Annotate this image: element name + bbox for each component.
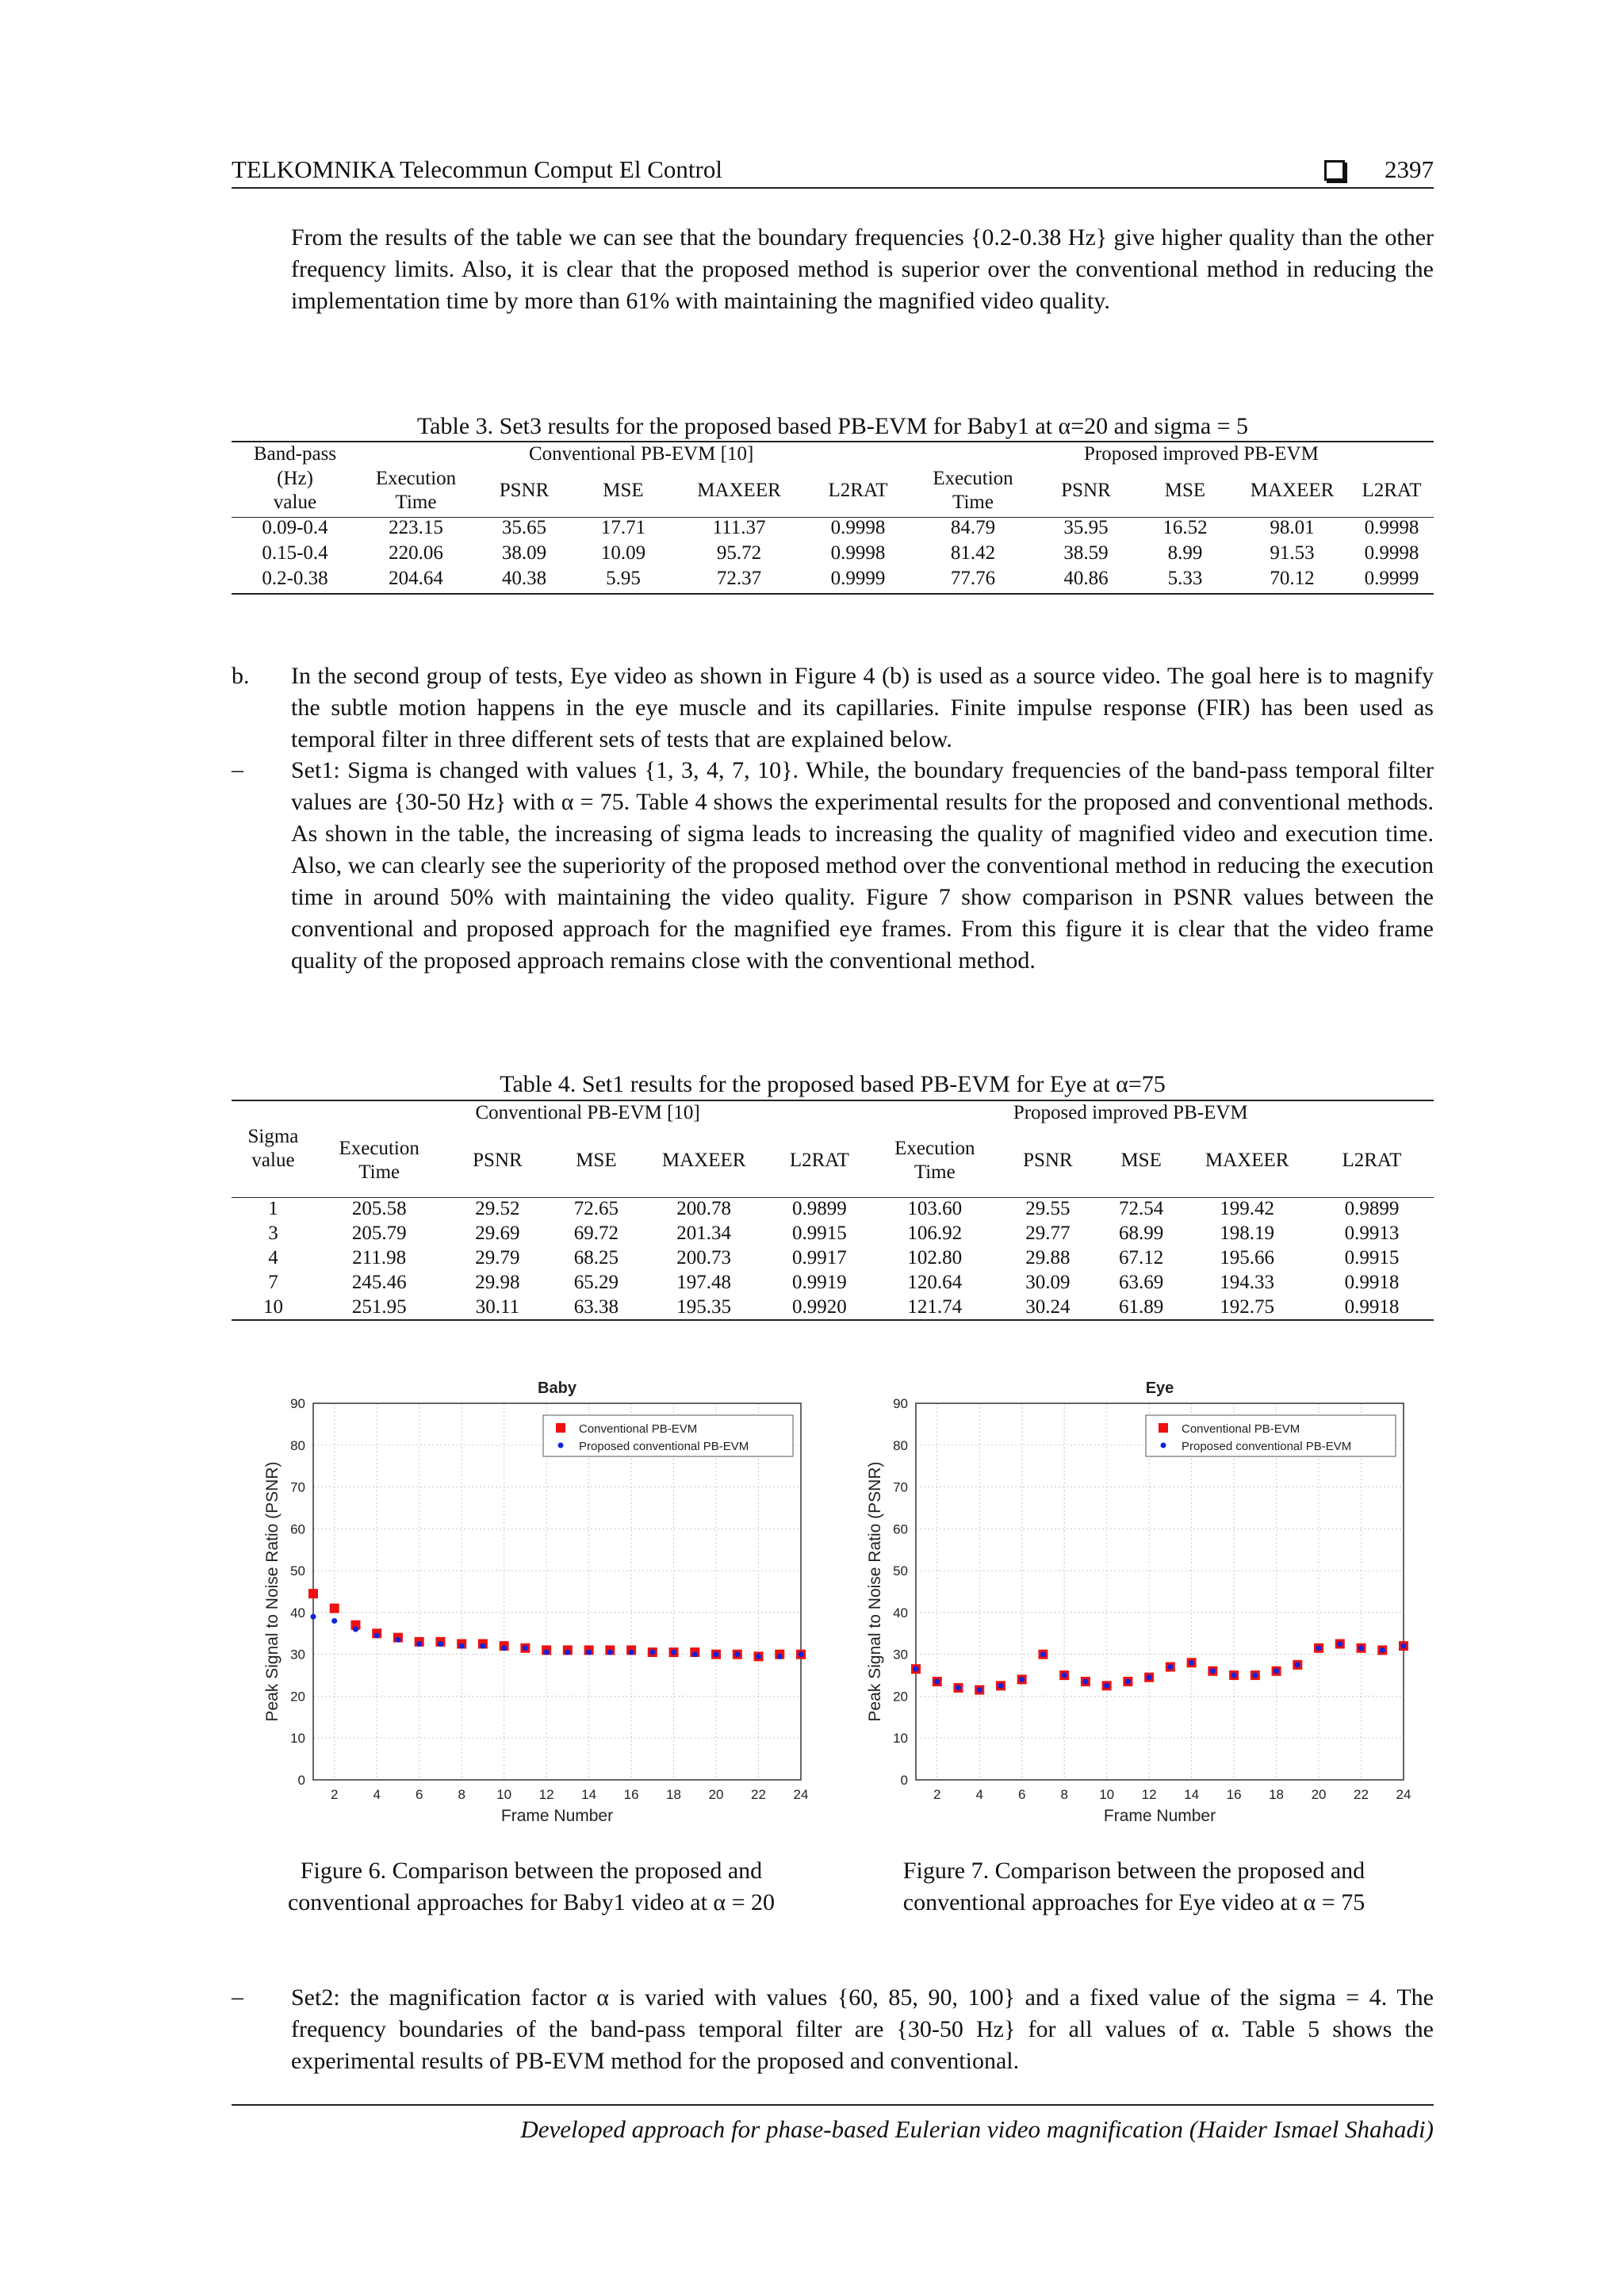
x-tick-label: 4 bbox=[975, 1787, 983, 1802]
table3-header-cell: Execution Time bbox=[933, 468, 1013, 513]
table3-header-cell: L2RAT bbox=[828, 480, 888, 501]
table-cell: 0.9998 bbox=[1364, 542, 1419, 564]
y-axis-label: Peak Signal to Noise Ratio (PSNR) bbox=[866, 1461, 884, 1722]
table-cell: 17.71 bbox=[600, 517, 646, 538]
x-tick-label: 12 bbox=[1141, 1787, 1157, 1802]
data-point-proposed bbox=[1231, 1673, 1237, 1678]
data-point-conventional bbox=[308, 1589, 318, 1598]
table-cell: 72.54 bbox=[1119, 1197, 1164, 1219]
y-tick-label: 60 bbox=[893, 1521, 908, 1537]
data-point-proposed bbox=[416, 1641, 422, 1647]
table-cell: 0.09-0.4 bbox=[262, 517, 328, 538]
table3-header-cell: MSE bbox=[1164, 480, 1206, 501]
data-point-proposed bbox=[374, 1632, 380, 1638]
data-point-proposed bbox=[1274, 1668, 1279, 1674]
table-cell: 0.9918 bbox=[1344, 1295, 1400, 1318]
table3-header-cell: MAXEER bbox=[697, 480, 781, 501]
table-cell: 0.9899 bbox=[1344, 1197, 1400, 1219]
table-cell: 38.59 bbox=[1063, 542, 1109, 564]
legend-marker-proposed bbox=[558, 1443, 564, 1448]
data-point-proposed bbox=[544, 1650, 550, 1655]
legend-marker-conventional bbox=[556, 1423, 565, 1433]
legend-marker-proposed bbox=[1161, 1443, 1166, 1448]
list-marker-dash: – bbox=[232, 1984, 243, 2010]
table-cell: 30.11 bbox=[475, 1295, 520, 1318]
x-tick-label: 20 bbox=[1311, 1787, 1327, 1802]
table4-header-cell: MAXEER bbox=[661, 1150, 746, 1171]
table-cell: 120.64 bbox=[907, 1271, 963, 1293]
table-cell: 195.66 bbox=[1220, 1246, 1275, 1269]
data-point-proposed bbox=[1380, 1647, 1385, 1653]
table4-header-cell: PSNR bbox=[1023, 1150, 1073, 1171]
y-tick-label: 60 bbox=[290, 1521, 305, 1537]
figure6-caption-line1: Figure 6. Comparison between the proposed and bbox=[300, 1858, 763, 1884]
data-point-proposed bbox=[1082, 1678, 1088, 1684]
table-cell: 35.95 bbox=[1063, 517, 1109, 538]
paragraph-set2: Set2: the magnification factor α is varied with values {60, 85, 90, 100} and a fixed value of the sigma = 4. The frequency boundaries of the band-pass temporal filter are {30-50 Hz} for all values of α. Table 5 shows the experimental results of PB-EVM method for the proposed and conventional. bbox=[291, 1984, 1434, 2074]
data-point-proposed bbox=[914, 1667, 919, 1672]
x-tick-label: 16 bbox=[623, 1787, 639, 1802]
table-row bbox=[232, 541, 1434, 566]
x-tick-label: 10 bbox=[496, 1787, 512, 1802]
data-point-proposed bbox=[1358, 1645, 1364, 1651]
table-cell: 0.9915 bbox=[791, 1222, 847, 1244]
data-point-proposed bbox=[1295, 1662, 1300, 1667]
y-tick-label: 10 bbox=[290, 1731, 305, 1747]
data-point-proposed bbox=[586, 1650, 592, 1655]
paragraph-eye-tests: In the second group of tests, Eye video as shown in Figure 4 (b) is used as a source video. The goal here is to magnify the subtle motion happens in the eye muscle and its capillaries. Finite impulse response (FIR) has been used as temporal filter in three different sets of tests that are explained below. bbox=[291, 663, 1434, 752]
table-cell: 29.77 bbox=[1025, 1222, 1071, 1244]
y-tick-label: 40 bbox=[290, 1605, 305, 1621]
running-footer bbox=[232, 2104, 1434, 2143]
table-cell: 0.9899 bbox=[791, 1197, 847, 1219]
table-cell: 29.98 bbox=[475, 1271, 520, 1293]
x-tick-label: 18 bbox=[1269, 1787, 1285, 1802]
data-point-proposed bbox=[714, 1651, 719, 1657]
table3-header-cell: (Hz) value bbox=[273, 468, 317, 513]
x-tick-label: 10 bbox=[1099, 1787, 1115, 1802]
table-cell: 61.89 bbox=[1119, 1295, 1164, 1318]
data-point-proposed bbox=[1316, 1645, 1322, 1651]
data-point-proposed bbox=[311, 1614, 316, 1620]
figure6-caption-line2: conventional approaches for Baby1 video at α = 20 bbox=[287, 1889, 776, 1915]
table3-group-proposed: Proposed improved PB-EVM bbox=[1084, 443, 1319, 465]
y-tick-label: 20 bbox=[290, 1689, 305, 1705]
x-tick-label: 24 bbox=[1396, 1787, 1411, 1802]
x-tick-label: 14 bbox=[1184, 1787, 1200, 1802]
x-axis-label: Frame Number bbox=[1103, 1807, 1216, 1825]
table-cell: 95.72 bbox=[716, 542, 762, 564]
y-tick-label: 50 bbox=[893, 1563, 908, 1579]
data-point-proposed bbox=[523, 1645, 528, 1651]
table-cell: 29.52 bbox=[475, 1197, 520, 1219]
table3-header-cell: L2RAT bbox=[1362, 480, 1422, 501]
data-point-proposed bbox=[1167, 1664, 1173, 1670]
data-point-proposed bbox=[331, 1618, 337, 1624]
x-tick-label: 12 bbox=[538, 1787, 554, 1802]
x-axis-label: Frame Number bbox=[500, 1807, 614, 1825]
data-point-proposed bbox=[629, 1650, 634, 1655]
x-tick-label: 18 bbox=[666, 1787, 682, 1802]
figure7-caption-line1: Figure 7. Comparison between the proposed and bbox=[902, 1858, 1365, 1884]
table-cell: 0.9919 bbox=[791, 1271, 847, 1293]
footer-title: Developed approach for phase-based Eulerian video magnification (Haider Ismael Shahadi) bbox=[520, 2115, 1434, 2143]
data-point-proposed bbox=[671, 1650, 676, 1655]
table-cell: 0.2-0.38 bbox=[262, 568, 328, 589]
table-cell: 8.99 bbox=[1167, 542, 1203, 564]
table-cell: 16.52 bbox=[1162, 517, 1208, 538]
data-point-proposed bbox=[1104, 1683, 1109, 1689]
y-tick-label: 70 bbox=[893, 1479, 908, 1495]
checkbox-square-icon bbox=[1324, 160, 1345, 181]
table4-header-cell: MAXEER bbox=[1205, 1150, 1289, 1171]
table-cell: 192.75 bbox=[1220, 1295, 1275, 1318]
running-header bbox=[232, 155, 1434, 189]
table-cell: 40.38 bbox=[501, 568, 547, 589]
data-point-proposed bbox=[353, 1627, 358, 1632]
figure7-caption-line2: conventional approaches for Eye video at α = 75 bbox=[902, 1889, 1365, 1915]
paragraph-set1: Set1: Sigma is changed with values {1, 3, 4, 7, 10}. While, the boundary frequencies of the band-pass temporal filter values are {30-50 Hz} with α = 75. Table 4 shows the experimental results for the proposed and conventional methods. As shown in the table, the increasing of sigma leads to increasing the quality of magnified video and execution time. Also, we can clearly see the superiority of the proposed method over the conventional method in reducing the execution time in around 50% with maintaining the video quality. Figure 7 show comparison in PSNR values between the conventional and proposed approach for the magnified eye frames. From this figure it is clear that the video frame quality of the proposed approach remains close with the conventional method. bbox=[291, 757, 1434, 974]
table-cell: 106.92 bbox=[907, 1222, 963, 1244]
table-cell: 70.12 bbox=[1270, 568, 1315, 589]
paragraph-table3-discussion: From the results of the table we can see that the boundary frequencies {0.2-0.38 Hz} give higher quality than the other frequency limits. Also, it is clear that the proposed method is superior over the conventional method in reducing the implementation time by more than 61% with maintaining the magnified video quality. bbox=[291, 224, 1434, 314]
data-point-proposed bbox=[501, 1645, 507, 1651]
table-cell: 251.95 bbox=[351, 1295, 407, 1318]
table4-header-cell: MSE bbox=[1120, 1150, 1162, 1171]
table-cell: 0.9998 bbox=[830, 517, 886, 538]
data-point-proposed bbox=[692, 1651, 698, 1657]
table4-header-cell: Execution Time bbox=[894, 1138, 975, 1183]
table3-group-conventional: Conventional PB-EVM [10] bbox=[529, 443, 754, 465]
y-tick-label: 70 bbox=[290, 1479, 305, 1495]
table3-header-cell: PSNR bbox=[499, 480, 550, 501]
table-cell: 35.65 bbox=[501, 517, 547, 538]
chart-title: Baby bbox=[538, 1380, 576, 1397]
data-point-proposed bbox=[1189, 1660, 1194, 1666]
y-tick-label: 30 bbox=[290, 1647, 305, 1663]
data-point-proposed bbox=[1210, 1668, 1216, 1674]
table3-header-cell: MAXEER bbox=[1250, 480, 1335, 501]
y-tick-label: 90 bbox=[290, 1396, 305, 1411]
y-tick-label: 50 bbox=[290, 1563, 305, 1579]
table-cell: 4 bbox=[268, 1246, 278, 1269]
table3-caption: Table 3. Set3 results for the proposed based PB-EVM for Baby1 at α=20 and sigma = 5 bbox=[416, 413, 1249, 439]
table4-header-cell: MSE bbox=[576, 1150, 617, 1171]
figure7-caption bbox=[841, 1855, 1427, 1919]
table-cell: 0.9918 bbox=[1344, 1271, 1400, 1293]
table-cell: 0.15-0.4 bbox=[262, 542, 328, 564]
table3-header-cell: Execution Time bbox=[375, 468, 457, 513]
table-cell: 98.01 bbox=[1270, 517, 1315, 538]
table-cell: 194.33 bbox=[1220, 1271, 1275, 1293]
table4-header-cell: Execution Time bbox=[339, 1138, 419, 1183]
table-cell: 0.9915 bbox=[1344, 1246, 1400, 1269]
x-tick-label: 4 bbox=[373, 1787, 381, 1802]
table-cell: 0.9913 bbox=[1344, 1222, 1400, 1244]
y-tick-label: 40 bbox=[893, 1605, 908, 1621]
x-tick-label: 8 bbox=[1060, 1787, 1068, 1802]
table-cell: 0.9999 bbox=[830, 568, 886, 589]
table-cell: 198.19 bbox=[1220, 1222, 1275, 1244]
data-point-proposed bbox=[734, 1651, 740, 1657]
table-cell: 69.72 bbox=[573, 1222, 619, 1244]
table-cell: 204.64 bbox=[389, 568, 443, 589]
x-tick-label: 14 bbox=[581, 1787, 597, 1802]
table-cell: 68.99 bbox=[1119, 1222, 1164, 1244]
table-cell: 30.24 bbox=[1025, 1295, 1071, 1318]
y-tick-label: 10 bbox=[893, 1731, 908, 1747]
data-point-proposed bbox=[977, 1687, 982, 1693]
table4-header-cell: L2RAT bbox=[1342, 1150, 1402, 1171]
data-point-proposed bbox=[395, 1637, 400, 1643]
page-number: 2397 bbox=[1385, 155, 1434, 183]
table-cell: 77.76 bbox=[950, 568, 996, 589]
legend-label: Proposed conventional PB-EVM bbox=[579, 1440, 749, 1453]
table3-header-cell: PSNR bbox=[1061, 480, 1111, 501]
data-point-proposed bbox=[459, 1644, 465, 1649]
data-point-proposed bbox=[1337, 1641, 1342, 1647]
table-cell: 223.15 bbox=[389, 517, 443, 538]
table4-header-cell: Sigma value bbox=[247, 1126, 299, 1171]
legend-label: Conventional PB-EVM bbox=[1182, 1422, 1300, 1436]
table-row bbox=[232, 1221, 1434, 1246]
x-tick-label: 2 bbox=[933, 1787, 941, 1802]
table-row bbox=[232, 515, 1434, 541]
legend-label: Conventional PB-EVM bbox=[579, 1422, 698, 1436]
x-tick-label: 20 bbox=[708, 1787, 724, 1802]
table-cell: 29.69 bbox=[475, 1222, 520, 1244]
table-cell: 121.74 bbox=[907, 1295, 963, 1318]
table-cell: 1 bbox=[268, 1197, 278, 1219]
table-row bbox=[232, 1295, 1434, 1319]
y-tick-label: 80 bbox=[893, 1437, 908, 1453]
table-cell: 63.69 bbox=[1119, 1271, 1164, 1293]
data-point-proposed bbox=[565, 1650, 570, 1655]
data-point-proposed bbox=[777, 1654, 783, 1659]
figure6-caption bbox=[238, 1855, 825, 1919]
x-tick-label: 22 bbox=[1354, 1787, 1369, 1802]
y-axis-label: Peak Signal to Noise Ratio (PSNR) bbox=[263, 1461, 282, 1722]
data-point-proposed bbox=[1040, 1651, 1046, 1657]
table-cell: 0.9920 bbox=[791, 1295, 847, 1318]
table-cell: 65.29 bbox=[573, 1271, 619, 1293]
data-point-proposed bbox=[438, 1641, 443, 1647]
data-point-proposed bbox=[1401, 1644, 1407, 1649]
x-tick-label: 16 bbox=[1226, 1787, 1242, 1802]
table4-header-cell: PSNR bbox=[473, 1150, 523, 1171]
table-cell: 245.46 bbox=[351, 1271, 407, 1293]
journal-title: TELKOMNIKA Telecommun Comput El Control bbox=[232, 155, 722, 183]
table4-bottom-rule bbox=[232, 1319, 1434, 1321]
table-cell: 200.73 bbox=[676, 1246, 732, 1269]
data-point-proposed bbox=[649, 1650, 655, 1655]
x-tick-label: 22 bbox=[751, 1787, 766, 1802]
table-cell: 72.65 bbox=[573, 1197, 619, 1219]
table-cell: 201.34 bbox=[676, 1222, 732, 1244]
data-point-proposed bbox=[1062, 1673, 1067, 1678]
table-cell: 29.88 bbox=[1025, 1246, 1071, 1269]
data-point-proposed bbox=[799, 1651, 804, 1657]
table-cell: 195.35 bbox=[676, 1295, 732, 1318]
table-cell: 205.79 bbox=[351, 1222, 407, 1244]
data-point-proposed bbox=[956, 1685, 961, 1690]
table-row bbox=[232, 566, 1434, 591]
table-cell: 38.09 bbox=[501, 542, 547, 564]
table-cell: 0.9999 bbox=[1364, 568, 1419, 589]
x-tick-label: 2 bbox=[331, 1787, 339, 1802]
y-tick-label: 20 bbox=[893, 1689, 908, 1705]
table-cell: 72.37 bbox=[716, 568, 762, 589]
table-cell: 29.79 bbox=[475, 1246, 520, 1269]
y-tick-label: 80 bbox=[290, 1437, 305, 1453]
table-cell: 197.48 bbox=[676, 1271, 732, 1293]
data-point-proposed bbox=[1252, 1673, 1258, 1678]
table-cell: 30.09 bbox=[1025, 1271, 1071, 1293]
table-row bbox=[232, 1270, 1434, 1295]
legend-marker-conventional bbox=[1159, 1423, 1168, 1433]
table-cell: 91.53 bbox=[1270, 542, 1315, 564]
list-marker-dash: – bbox=[232, 756, 243, 783]
list-marker-b: b. bbox=[232, 663, 250, 689]
table-cell: 0.9998 bbox=[1364, 517, 1419, 538]
table-cell: 5.33 bbox=[1167, 568, 1203, 589]
plot-frame bbox=[916, 1403, 1404, 1780]
x-tick-label: 24 bbox=[793, 1787, 809, 1802]
data-point-proposed bbox=[934, 1678, 940, 1684]
table-cell: 199.42 bbox=[1220, 1197, 1275, 1219]
table-cell: 0.9917 bbox=[791, 1246, 847, 1269]
table-cell: 3 bbox=[268, 1222, 278, 1244]
data-point-proposed bbox=[756, 1654, 761, 1659]
table-cell: 220.06 bbox=[389, 542, 443, 564]
table-row bbox=[232, 1246, 1434, 1270]
y-tick-label: 90 bbox=[893, 1396, 908, 1411]
data-point-proposed bbox=[1125, 1678, 1131, 1684]
x-tick-label: 6 bbox=[1017, 1787, 1026, 1802]
table4-group-conventional: Conventional PB-EVM [10] bbox=[475, 1102, 700, 1123]
x-tick-label: 6 bbox=[415, 1787, 423, 1802]
y-tick-label: 0 bbox=[297, 1773, 305, 1788]
table4-caption: Table 4. Set1 results for the proposed based PB-EVM for Eye at α=75 bbox=[500, 1071, 1166, 1097]
table-cell: 111.37 bbox=[712, 517, 766, 538]
y-tick-label: 0 bbox=[900, 1773, 908, 1788]
data-point-conventional bbox=[330, 1604, 339, 1613]
table4-group-proposed: Proposed improved PB-EVM bbox=[1013, 1102, 1248, 1123]
table3 bbox=[232, 442, 1434, 591]
data-point-proposed bbox=[480, 1644, 485, 1649]
data-point-proposed bbox=[607, 1650, 613, 1655]
table-cell: 84.79 bbox=[950, 517, 996, 538]
x-tick-label: 8 bbox=[458, 1787, 465, 1802]
table-cell: 10 bbox=[262, 1295, 283, 1318]
table-cell: 63.38 bbox=[573, 1295, 619, 1318]
table-cell: 211.98 bbox=[352, 1246, 407, 1269]
figure6-chart-baby bbox=[254, 1376, 825, 1827]
table-cell: 40.86 bbox=[1063, 568, 1109, 589]
data-point-proposed bbox=[1019, 1677, 1025, 1682]
y-tick-label: 30 bbox=[893, 1647, 908, 1663]
table-cell: 68.25 bbox=[573, 1246, 619, 1269]
table-row bbox=[232, 1196, 1434, 1221]
table-cell: 102.80 bbox=[907, 1246, 963, 1269]
table-cell: 10.09 bbox=[600, 542, 646, 564]
table-cell: 103.60 bbox=[907, 1197, 963, 1219]
table-cell: 7 bbox=[268, 1271, 278, 1293]
chart-title: Eye bbox=[1145, 1380, 1174, 1397]
table-cell: 29.55 bbox=[1025, 1197, 1071, 1219]
table-cell: 81.42 bbox=[950, 542, 996, 564]
table4-header-cell: L2RAT bbox=[789, 1150, 849, 1171]
table-cell: 67.12 bbox=[1119, 1246, 1164, 1269]
figure7-chart-eye bbox=[856, 1376, 1427, 1827]
table-cell: 205.58 bbox=[351, 1197, 407, 1219]
data-point-proposed bbox=[1147, 1674, 1152, 1680]
table-cell: 0.9998 bbox=[830, 542, 886, 564]
table-cell: 200.78 bbox=[676, 1197, 732, 1219]
table3-bottom-rule bbox=[232, 593, 1434, 595]
table3-header-cell: MSE bbox=[603, 480, 644, 501]
table4 bbox=[232, 1101, 1434, 1319]
legend-label: Proposed conventional PB-EVM bbox=[1182, 1440, 1352, 1453]
table-cell: 5.95 bbox=[606, 568, 641, 589]
table3-header-cell: Band-pass bbox=[253, 443, 337, 465]
data-point-proposed bbox=[998, 1683, 1003, 1689]
plot-frame bbox=[313, 1403, 801, 1780]
